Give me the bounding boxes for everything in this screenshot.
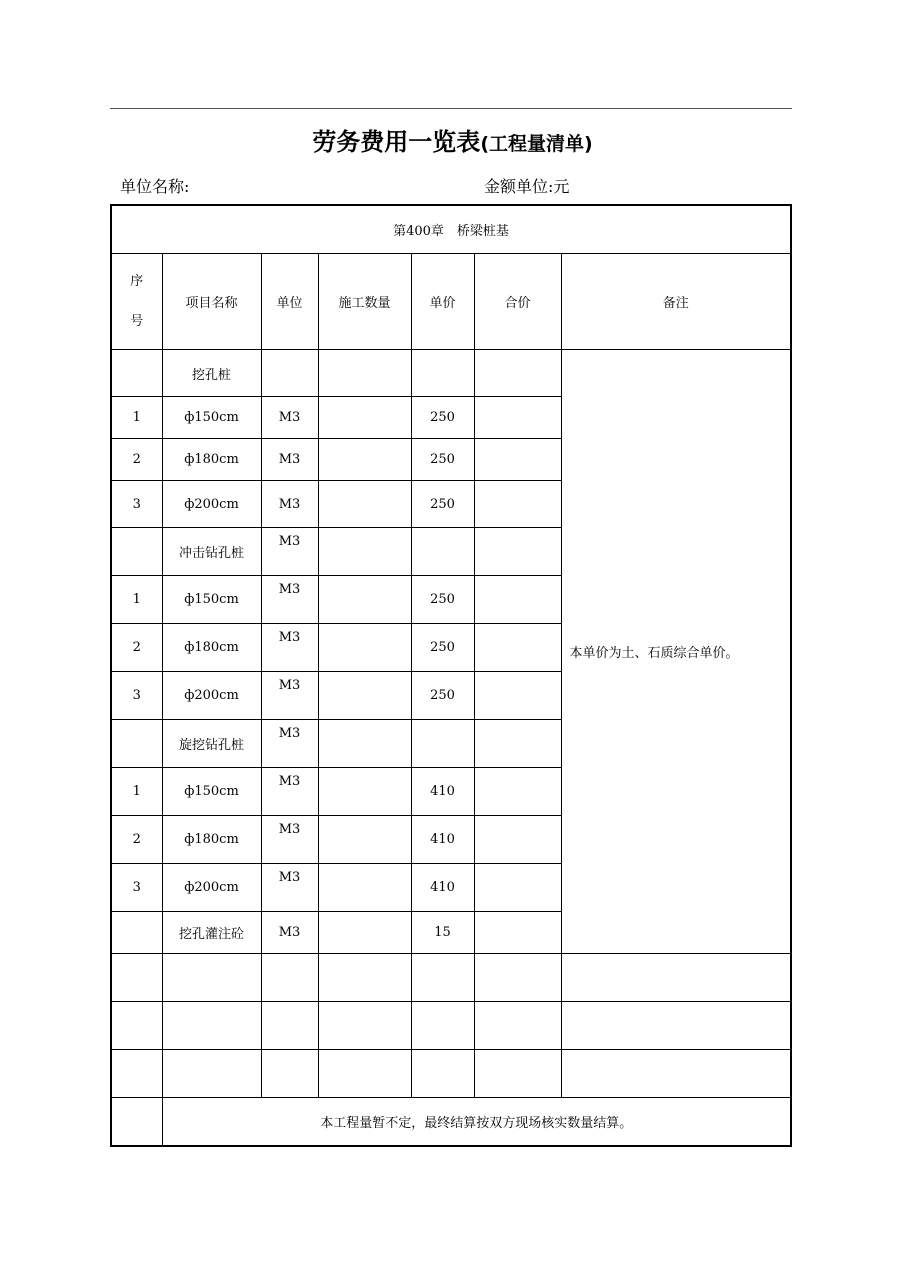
- cell-quantity: [318, 397, 411, 439]
- chapter-row: [111, 205, 791, 254]
- cell-quantity: [318, 624, 411, 672]
- cell-no: [111, 720, 162, 768]
- cell-name: ф150cm: [162, 576, 261, 624]
- cell-quantity: [318, 768, 411, 816]
- cell-unit: M3: [261, 439, 318, 481]
- cell-unit: M3: [261, 816, 318, 864]
- cell-name: ф180cm: [162, 816, 261, 864]
- header-seq-1: 序: [130, 273, 144, 289]
- footer-row: [111, 1098, 791, 1147]
- cell-quantity: [318, 576, 411, 624]
- cell-total: [474, 912, 561, 954]
- header-row: [111, 254, 791, 350]
- cell-unit: M3: [261, 624, 318, 672]
- cell-price: 250: [411, 439, 474, 481]
- cell-price: 410: [411, 768, 474, 816]
- cell-total: [474, 350, 561, 397]
- cell-price: 410: [411, 816, 474, 864]
- cell-name: ф180cm: [162, 624, 261, 672]
- cell-name: 挖孔灌注砼: [162, 912, 261, 954]
- cell-price: 250: [411, 624, 474, 672]
- cell-price: 250: [411, 576, 474, 624]
- cell-total: [474, 672, 561, 720]
- top-rule: [110, 108, 792, 109]
- header-quantity: 施工数量: [318, 254, 411, 350]
- title-sub: (工程量清单): [480, 133, 593, 155]
- cell-no: 2: [111, 624, 162, 672]
- cell-no: [111, 912, 162, 954]
- cell-no: [111, 528, 162, 576]
- header-unit: 单位: [261, 254, 318, 350]
- cell-quantity: [318, 720, 411, 768]
- cell-unit: M3: [261, 768, 318, 816]
- cell-quantity: [318, 528, 411, 576]
- cell-total: [474, 864, 561, 912]
- cell-total: [474, 624, 561, 672]
- cell-quantity: [318, 439, 411, 481]
- cell-no: 3: [111, 864, 162, 912]
- header-seq: [111, 254, 162, 350]
- cell-price: [411, 720, 474, 768]
- empty-row: [111, 1002, 791, 1050]
- empty-row: [111, 1050, 791, 1098]
- title-main: 劳务费用一览表: [312, 128, 481, 156]
- cell-no: 1: [111, 397, 162, 439]
- amount-unit-label: 金额单位:元: [484, 177, 570, 196]
- cell-name: ф200cm: [162, 481, 261, 528]
- footer-note: 本工程量暂不定，最终结算按双方现场核实数量结算。: [162, 1098, 791, 1147]
- cell-price: 250: [411, 397, 474, 439]
- cell-quantity: [318, 672, 411, 720]
- cell-quantity: [318, 912, 411, 954]
- cell-unit: M3: [261, 397, 318, 439]
- remark-note: 本单价为土、石质综合单价。: [561, 350, 791, 954]
- quantity-table: [110, 204, 792, 1147]
- header-remark: 备注: [561, 254, 791, 350]
- cell-unit: M3: [261, 912, 318, 954]
- cell-no: 3: [111, 481, 162, 528]
- cell-price: 15: [411, 912, 474, 954]
- cell-total: [474, 397, 561, 439]
- cell-name: 冲击钻孔桩: [162, 528, 261, 576]
- cell-unit: M3: [261, 481, 318, 528]
- header-seq-2: 号: [130, 313, 144, 329]
- cell-no: 3: [111, 672, 162, 720]
- cell-name: ф150cm: [162, 397, 261, 439]
- cell-price: 410: [411, 864, 474, 912]
- cell-total: [474, 768, 561, 816]
- cell-no: 1: [111, 576, 162, 624]
- cell-price: 250: [411, 481, 474, 528]
- cell-name: ф180cm: [162, 439, 261, 481]
- cell-name: ф200cm: [162, 672, 261, 720]
- cell-price: [411, 350, 474, 397]
- cell-no: 1: [111, 768, 162, 816]
- cell-quantity: [318, 350, 411, 397]
- cell-total: [474, 481, 561, 528]
- cell-no: [111, 350, 162, 397]
- cell-unit: [261, 350, 318, 397]
- table-row: [111, 350, 791, 397]
- cell-unit: M3: [261, 672, 318, 720]
- cell-unit: M3: [261, 528, 318, 576]
- cell-name: 挖孔桩: [162, 350, 261, 397]
- page-title: [0, 122, 905, 157]
- empty-row: [111, 954, 791, 1002]
- cell-total: [474, 439, 561, 481]
- cell-total: [474, 720, 561, 768]
- cell-quantity: [318, 864, 411, 912]
- cell-unit: M3: [261, 864, 318, 912]
- header-total: 合价: [474, 254, 561, 350]
- cell-quantity: [318, 481, 411, 528]
- header-name: 项目名称: [162, 254, 261, 350]
- cell-unit: M3: [261, 720, 318, 768]
- cell-total: [474, 528, 561, 576]
- cell-no: 2: [111, 816, 162, 864]
- cell-name: ф150cm: [162, 768, 261, 816]
- cell-total: [474, 816, 561, 864]
- cell-quantity: [318, 816, 411, 864]
- chapter-title: 第400章 桥梁桩基: [111, 205, 791, 254]
- cell-price: [411, 528, 474, 576]
- cell-total: [474, 576, 561, 624]
- header-price: 单价: [411, 254, 474, 350]
- unit-name-label: 单位名称:: [120, 177, 190, 196]
- cell-name: 旋挖钻孔桩: [162, 720, 261, 768]
- cell-name: ф200cm: [162, 864, 261, 912]
- cell-price: 250: [411, 672, 474, 720]
- cell-no: 2: [111, 439, 162, 481]
- cell-unit: M3: [261, 576, 318, 624]
